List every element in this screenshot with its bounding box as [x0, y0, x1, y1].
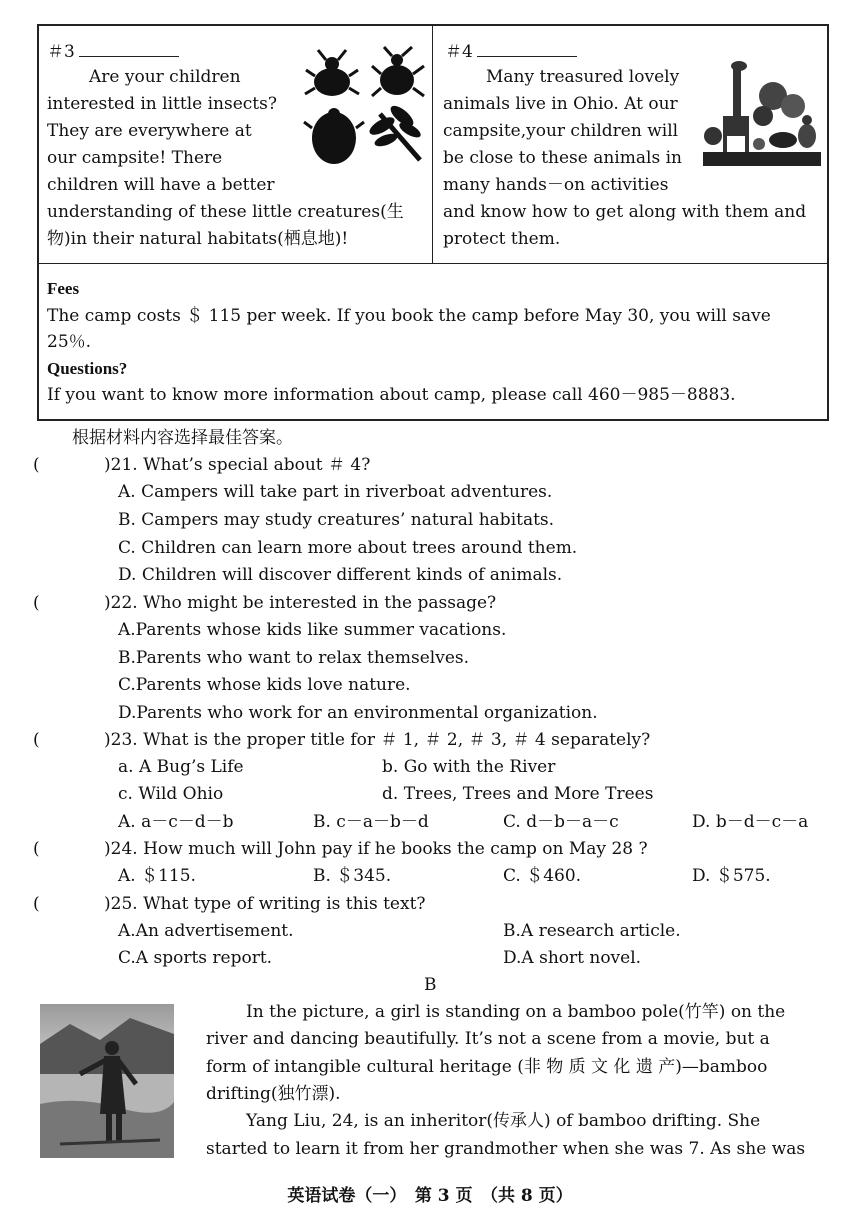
title-option: c. Wild Ohio	[118, 784, 224, 804]
question-option: B. c－a－b－d	[313, 812, 429, 832]
question-option: D. b－d－c－a	[692, 812, 809, 832]
question-option: B.A research article.	[503, 921, 681, 941]
answer-paren: (	[33, 593, 40, 613]
passage-b-line: form of intangible cultural heritage (非 物 质 文 化 遗 产)—bamboo	[206, 1057, 768, 1077]
questions-text: If you want to know more information about camp, please call 460－985－8883.	[47, 385, 736, 405]
question-option: B. Campers may study creatures’ natural habitats.	[118, 510, 555, 530]
question-stem: )21. What’s special about ＃ 4?	[104, 455, 371, 475]
section3-line: children will have a better	[47, 175, 275, 195]
title-option: b. Go with the River	[382, 757, 556, 777]
question-option: A.Parents whose kids like summer vacations.	[118, 620, 507, 640]
passage-b-line: In the picture, a girl is standing on a bamboo pole(竹竿) on the	[246, 1002, 786, 1022]
answer-paren: (	[33, 455, 40, 475]
question-option: B. ＄345.	[313, 866, 392, 886]
section4-line: animals live in Ohio. At our	[443, 94, 678, 114]
section4-blank	[477, 41, 577, 57]
wildlife-illustration-icon	[703, 56, 821, 170]
insects-illustration-icon	[302, 44, 432, 169]
question-option: B.Parents who want to relax themselves.	[118, 648, 470, 668]
section4-line: Many treasured lovely	[486, 67, 680, 87]
section3-line: understanding of these little creatures(生	[47, 202, 404, 222]
section3-label: ＃3	[47, 42, 75, 62]
question-option: D. Children will discover different kinds of animals.	[118, 565, 563, 585]
answer-paren: (	[33, 839, 40, 859]
question-stem: )22. Who might be interested in the passage?	[104, 593, 497, 613]
section3-blank	[79, 41, 179, 57]
fees-text: 25％.	[47, 332, 92, 352]
title-option: a. A Bug’s Life	[118, 757, 244, 777]
fees-heading: Fees	[47, 279, 80, 298]
question-stem: )25. What type of writing is this text?	[104, 894, 426, 914]
section3-line: interested in little insects?	[47, 94, 277, 114]
page-footer: 英语试卷（一） 第 3 页 （共 8 页）	[287, 1186, 573, 1206]
section4-line: protect them.	[443, 229, 561, 249]
passage-b-heading: B	[424, 975, 437, 995]
section3-header	[47, 41, 179, 62]
ad-box-column-divider	[432, 26, 433, 264]
question-stem: )23. What is the proper title for ＃ 1, ＃ 2, ＃ 3, ＃ 4 separately?	[104, 730, 651, 750]
passage-b-line: started to learn it from her grandmother when she was 7. As she was	[206, 1139, 806, 1159]
section4-header	[445, 41, 577, 62]
questions-heading: Questions?	[47, 359, 128, 378]
section3-line: our campsite! There	[47, 148, 223, 168]
section4-line: many hands－on activities	[443, 175, 669, 195]
passage-b-line: Yang Liu, 24, is an inheritor(传承人) of bamboo drifting. She	[246, 1111, 761, 1131]
question-option: C. Children can learn more about trees around them.	[118, 538, 578, 558]
question-option: A. a－c－d－b	[118, 812, 234, 832]
question-option: C. ＄460.	[503, 866, 582, 886]
instruction: 根据材料内容选择最佳答案。	[72, 428, 293, 448]
ad-box-row-divider	[39, 263, 827, 264]
title-option: d. Trees, Trees and More Trees	[382, 784, 654, 804]
bamboo-drifting-photo-icon	[40, 1004, 174, 1158]
section3-line: They are everywhere at	[47, 121, 252, 141]
section3-line: 物)in their natural habitats(栖息地)!	[47, 229, 349, 249]
section4-line: campsite,your children will	[443, 121, 679, 141]
section3-line: Are your children	[89, 67, 241, 87]
answer-paren: (	[33, 894, 40, 914]
question-option: D. ＄575.	[692, 866, 771, 886]
question-option: A. ＄115.	[118, 866, 196, 886]
question-option: A.An advertisement.	[118, 921, 294, 941]
passage-b-line: river and dancing beautifully. It’s not a scene from a movie, but a	[206, 1029, 770, 1049]
answer-paren: (	[33, 730, 40, 750]
section4-line: be close to these animals in	[443, 148, 682, 168]
question-option: C. d－b－a－c	[503, 812, 619, 832]
question-option: C.A sports report.	[118, 948, 273, 968]
fees-text: The camp costs ＄ 115 per week. If you book the camp before May 30, you will save	[47, 306, 771, 326]
section4-line: and know how to get along with them and	[443, 202, 807, 222]
question-option: C.Parents whose kids love nature.	[118, 675, 411, 695]
question-option: A. Campers will take part in riverboat adventures.	[118, 482, 553, 502]
question-option: D.Parents who work for an environmental organization.	[118, 703, 598, 723]
passage-b-line: drifting(独竹漂).	[206, 1084, 341, 1104]
question-option: D.A short novel.	[503, 948, 642, 968]
section4-label: ＃4	[445, 42, 473, 62]
question-stem: )24. How much will John pay if he books the camp on May 28 ?	[104, 839, 648, 859]
